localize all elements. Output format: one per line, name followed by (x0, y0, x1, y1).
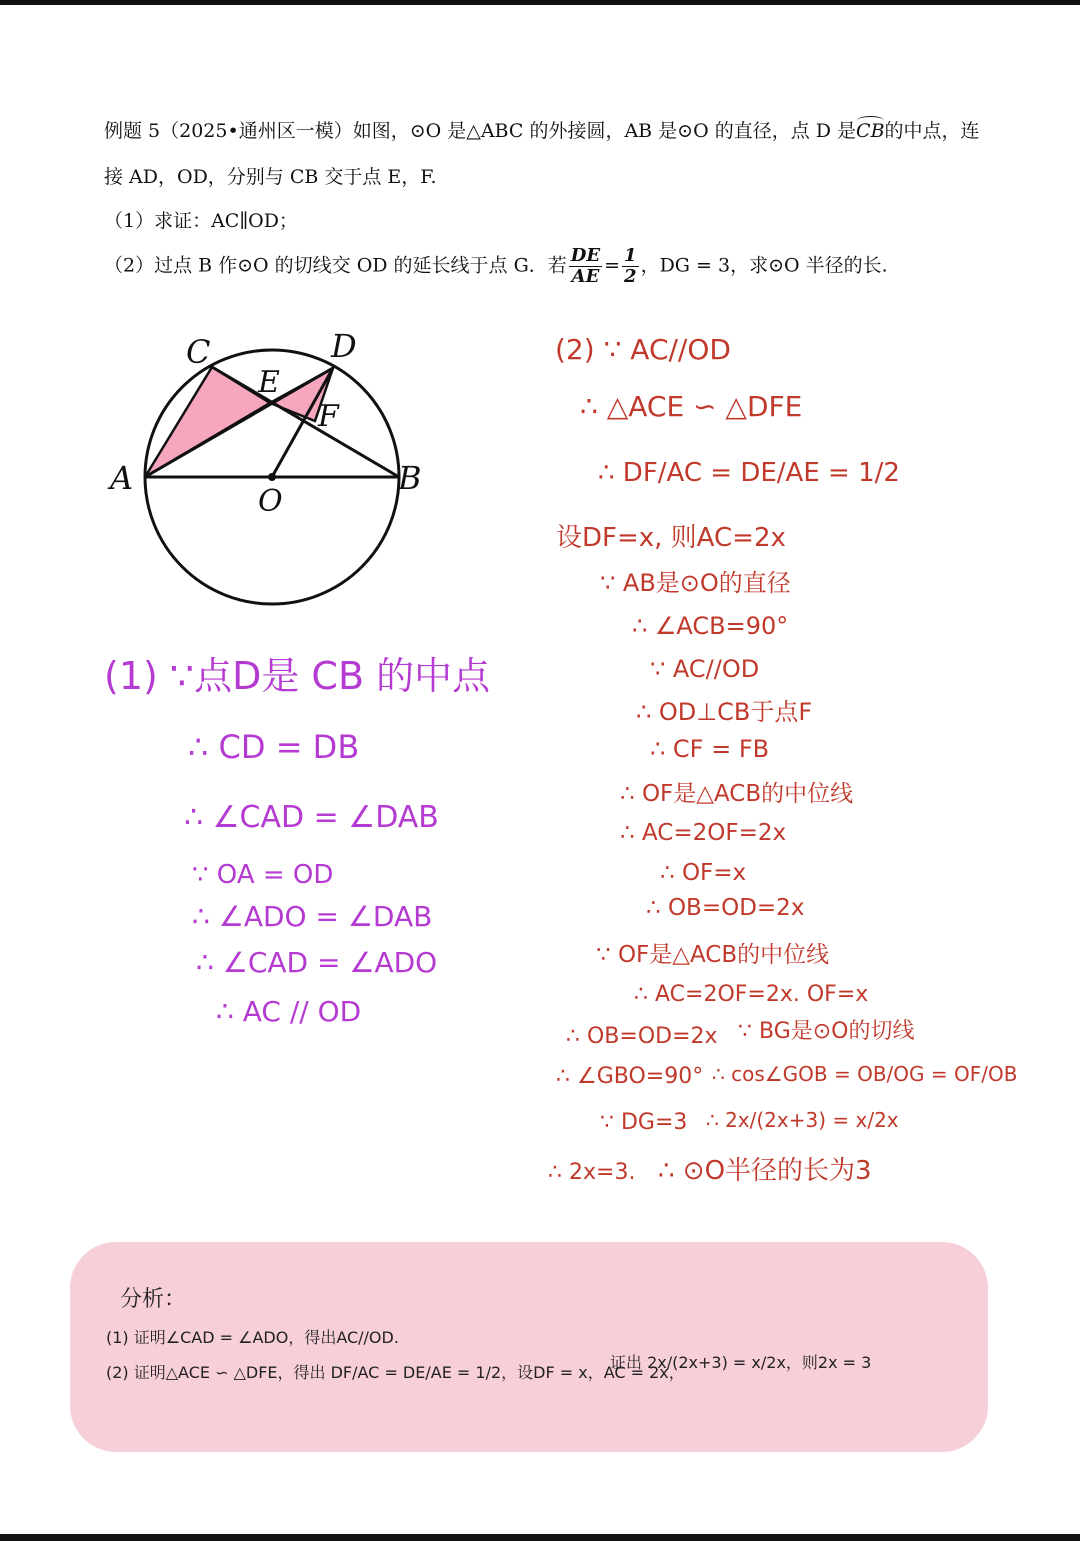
part2-line: ∴ ∠ACB=90° (632, 612, 789, 640)
problem-line-4-a: （2）过点 B 作⊙O 的切线交 OD 的延长线于点 G．若 (104, 254, 567, 277)
analysis-line-2b: 证出 2x/(2x+3) = x/2x，则2x = 3 (610, 1353, 872, 1372)
equals-sign: = (604, 254, 621, 277)
part2-line: ∴ AC=2OF=2x (620, 820, 787, 846)
fraction-one-half (622, 246, 639, 287)
part1-line: ∴ CD = DB (188, 728, 360, 766)
fraction-numerator: 1 (624, 245, 637, 266)
label-b: B (398, 459, 422, 497)
analysis-line-1: (1) 证明∠CAD = ∠ADO，得出AC//OD. (106, 1328, 399, 1347)
fraction-denominator: AE (571, 266, 600, 287)
arc-cb (856, 120, 885, 142)
top-border (0, 0, 1080, 5)
part2-line: ∴ AC=2OF=2x. OF=x (634, 982, 869, 1007)
part2-line: ∴ △ACE ∽ △DFE (580, 390, 803, 423)
part2-line: ∴ 2x=3. (548, 1160, 636, 1185)
part2-line: ∴ OF是△ACB的中位线 (620, 781, 854, 807)
part1-line: ∴ AC // OD (216, 995, 362, 1028)
part2-line: ∴ DF/AC = DE/AE = 1/2 (598, 458, 900, 488)
problem-line-1 (104, 116, 980, 143)
part2-line: 设DF=x, 则AC=2x (556, 523, 786, 553)
analysis-line-2a: (2) 证明△ACE ∽ △DFE，得出 DF/AC = DE/AE = 1/2，设DF = x，AC = 2x， (106, 1363, 685, 1382)
triangle-ace-shaded (145, 367, 270, 477)
problem-line-4-b: ，DG = 3，求⊙O 半径的长. (640, 254, 888, 277)
problem-line-1-text: 例题 5（2025•通州区一模）如图，⊙O 是△ABC 的外接圆，AB 是⊙O 的直径，点 D 是 (104, 120, 857, 142)
part2-line: ∴ OD⊥CB于点F (636, 698, 813, 726)
part2-line: (2) ∵ AC//OD (555, 333, 731, 366)
label-a: A (110, 459, 134, 497)
problem-line-2: 接 AD，OD，分别与 CB 交于点 E，F. (104, 166, 437, 188)
part2-line: ∵ BG是⊙O的切线 (738, 1019, 915, 1044)
bottom-border (0, 1534, 1080, 1541)
fraction-de-ae (569, 246, 602, 287)
fraction-numerator: DE (570, 245, 601, 266)
part2-line: ∴ OB=OD=2x (566, 1024, 718, 1049)
part2-line: ∴ ⊙O半径的长为3 (658, 1156, 872, 1186)
label-o: O (258, 484, 283, 519)
center-point-o (268, 473, 276, 481)
part1-line: ∴ ∠CAD = ∠ADO (196, 946, 438, 979)
part2-line: ∵ DG=3 (600, 1110, 688, 1135)
part1-line: (1) ∵点D是 CB 的中点 (104, 654, 491, 698)
label-c: C (186, 333, 211, 371)
label-d: D (331, 327, 357, 365)
part2-line: ∴ 2x/(2x+3) = x/2x (706, 1108, 899, 1132)
part2-line: ∴ OB=OD=2x (646, 895, 805, 921)
analysis-title: 分析： (120, 1287, 187, 1312)
part1-line: ∴ ∠ADO = ∠DAB (192, 900, 433, 933)
part2-line: ∴ cos∠GOB = OB/OG = OF/OB (712, 1062, 1018, 1086)
arc-cb-text: CB (856, 120, 885, 142)
part2-line: ∴ ∠GBO=90° (556, 1064, 704, 1089)
part2-line: ∵ AC//OD (650, 655, 760, 683)
problem-line-4 (104, 246, 888, 287)
problem-line-3: （1）求证：AC∥OD； (104, 210, 298, 232)
part1-line: ∴ ∠CAD = ∠DAB (184, 800, 439, 835)
part2-line: ∴ OF=x (660, 860, 747, 886)
problem-line-1-tail: 的中点，连 (884, 120, 980, 142)
part2-line: ∴ CF = FB (650, 735, 770, 763)
fraction-denominator: 2 (624, 266, 637, 287)
geometry-figure (100, 325, 440, 615)
part1-line: ∵ OA = OD (192, 860, 334, 890)
label-e: E (258, 365, 280, 400)
label-f: F (318, 399, 339, 434)
part2-line: ∵ AB是⊙O的直径 (600, 569, 791, 597)
part2-line: ∵ OF是△ACB的中位线 (596, 942, 830, 968)
